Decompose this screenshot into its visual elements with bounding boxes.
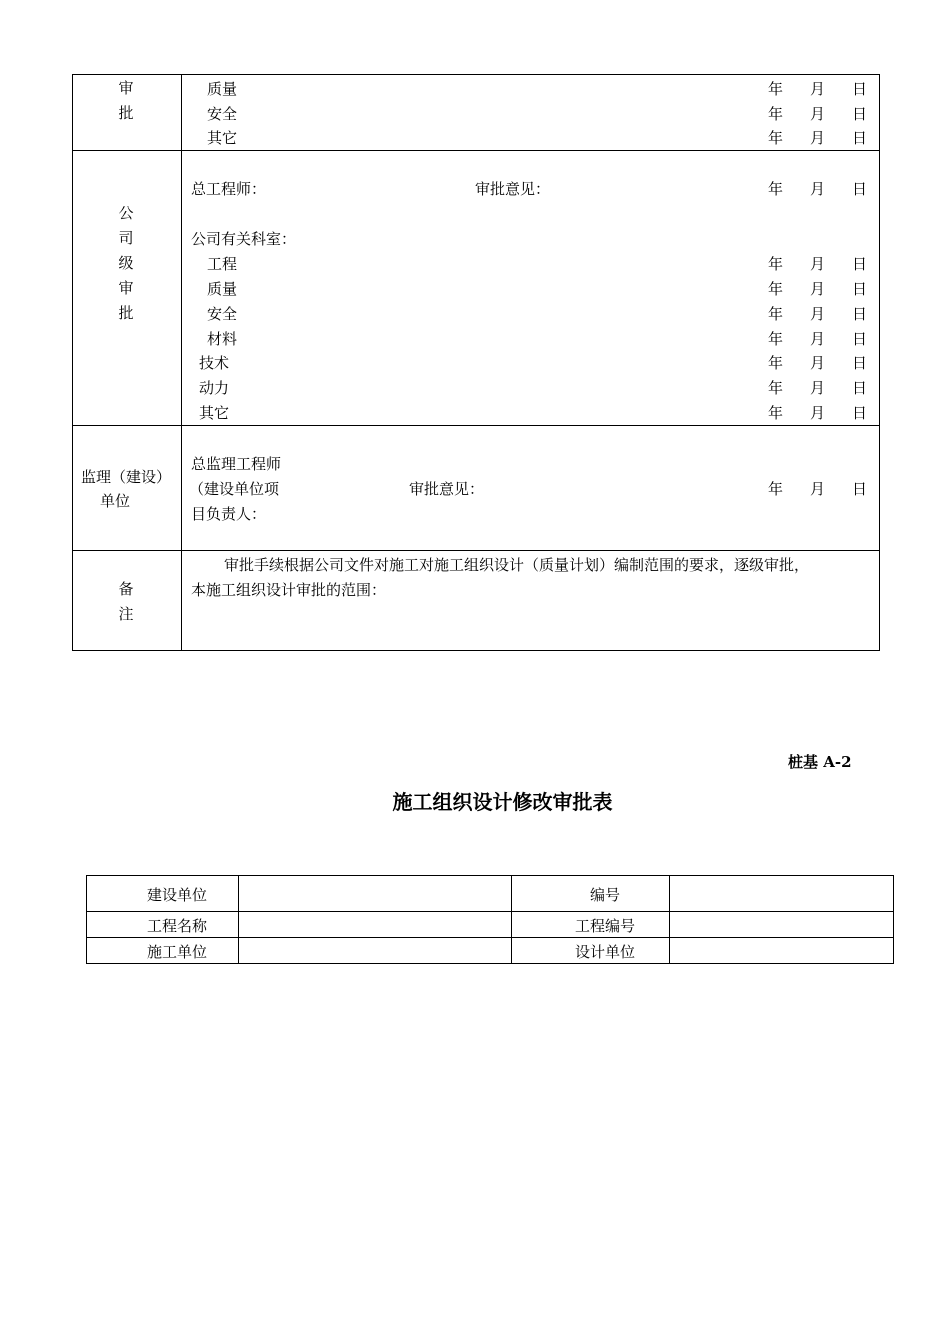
date-year: 年 [768, 480, 784, 498]
date-day: 日 [852, 80, 868, 98]
info-label-number: 编号 [589, 886, 620, 904]
date-year: 年 [768, 330, 784, 348]
date-month: 月 [810, 404, 826, 422]
supervision-chief-line3: 目负责人： [191, 505, 267, 523]
supervision-label-line2: 单位 [99, 492, 130, 510]
company-approval-label-char: 审 [118, 279, 134, 297]
date-year: 年 [768, 129, 784, 147]
chief-engineer-label: 总工程师： [191, 180, 267, 198]
form-title: 施工组织设计修改审批表 [392, 790, 613, 814]
form-code: 桩基 A-2 [788, 753, 852, 771]
date-month: 月 [810, 379, 826, 397]
company-item-power: 动力 [199, 379, 230, 397]
approval-row-divider [72, 150, 880, 151]
date-month: 月 [810, 354, 826, 372]
date-day: 日 [852, 105, 868, 123]
date-year: 年 [768, 305, 784, 323]
supervision-label-line1: 监理（建设） [80, 468, 171, 486]
date-month: 月 [810, 255, 826, 273]
remarks-text-line2: 本施工组织设计审批的范围： [191, 581, 387, 599]
dept-approval-label [72, 76, 180, 126]
date-year: 年 [768, 404, 784, 422]
date-year: 年 [768, 180, 784, 198]
company-approval-label-char: 公 [118, 204, 134, 222]
supervision-opinion-label: 审批意见： [409, 480, 485, 498]
company-approval-label-char: 司 [118, 229, 134, 247]
date-year: 年 [768, 80, 784, 98]
date-month: 月 [810, 305, 826, 323]
info-row-divider [86, 937, 894, 938]
date-day: 日 [852, 180, 868, 198]
date-day: 日 [852, 354, 868, 372]
info-column-divider [238, 875, 239, 964]
supervision-chief-line1: 总监理工程师 [191, 455, 282, 473]
date-day: 日 [852, 305, 868, 323]
approval-row-divider [72, 425, 880, 426]
company-item-engineering: 工程 [207, 255, 238, 273]
company-approval-label-char: 级 [118, 254, 134, 272]
info-row-divider [86, 911, 894, 912]
info-label-project-number: 工程编号 [574, 917, 635, 935]
company-approval-label-char: 批 [118, 304, 134, 322]
dept-item-other: 其它 [207, 129, 238, 147]
company-approval-label [72, 201, 180, 326]
company-item-materials: 材料 [207, 330, 238, 348]
date-month: 月 [810, 280, 826, 298]
date-year: 年 [768, 255, 784, 273]
dept-item-quality: 质量 [207, 80, 238, 98]
info-label-design-unit: 设计单位 [574, 943, 635, 961]
date-month: 月 [810, 330, 826, 348]
info-label-contractor: 施工单位 [146, 943, 207, 961]
company-item-other: 其它 [199, 404, 230, 422]
dept-item-safety: 安全 [207, 105, 238, 123]
date-day: 日 [852, 330, 868, 348]
company-opinion-label: 审批意见： [475, 180, 551, 198]
dept-approval-label-char: 审 [118, 79, 134, 97]
approval-table-column-divider [181, 74, 182, 651]
date-year: 年 [768, 379, 784, 397]
date-day: 日 [852, 280, 868, 298]
supervision-chief-line2: （建设单位项 [189, 480, 280, 498]
date-year: 年 [768, 105, 784, 123]
approval-row-divider [72, 550, 880, 551]
date-month: 月 [810, 129, 826, 147]
date-day: 日 [852, 404, 868, 422]
company-departments-heading: 公司有关科室： [191, 230, 297, 248]
date-day: 日 [852, 255, 868, 273]
company-item-safety: 安全 [207, 305, 238, 323]
date-day: 日 [852, 480, 868, 498]
remarks-label [72, 577, 180, 627]
info-label-project-name: 工程名称 [146, 917, 207, 935]
date-month: 月 [810, 480, 826, 498]
remarks-label-char: 备 [118, 580, 134, 598]
date-month: 月 [810, 80, 826, 98]
date-year: 年 [768, 354, 784, 372]
date-year: 年 [768, 280, 784, 298]
company-item-technology: 技术 [199, 354, 230, 372]
date-month: 月 [810, 180, 826, 198]
info-label-construction-unit: 建设单位 [146, 886, 207, 904]
company-item-quality: 质量 [207, 280, 238, 298]
date-month: 月 [810, 105, 826, 123]
remarks-text-line1: 审批手续根据公司文件对施工对施工组织设计（质量计划）编制范围的要求，逐级审批， [224, 556, 810, 574]
remarks-label-char: 注 [118, 605, 134, 623]
date-day: 日 [852, 129, 868, 147]
date-day: 日 [852, 379, 868, 397]
dept-approval-label-char: 批 [118, 104, 134, 122]
